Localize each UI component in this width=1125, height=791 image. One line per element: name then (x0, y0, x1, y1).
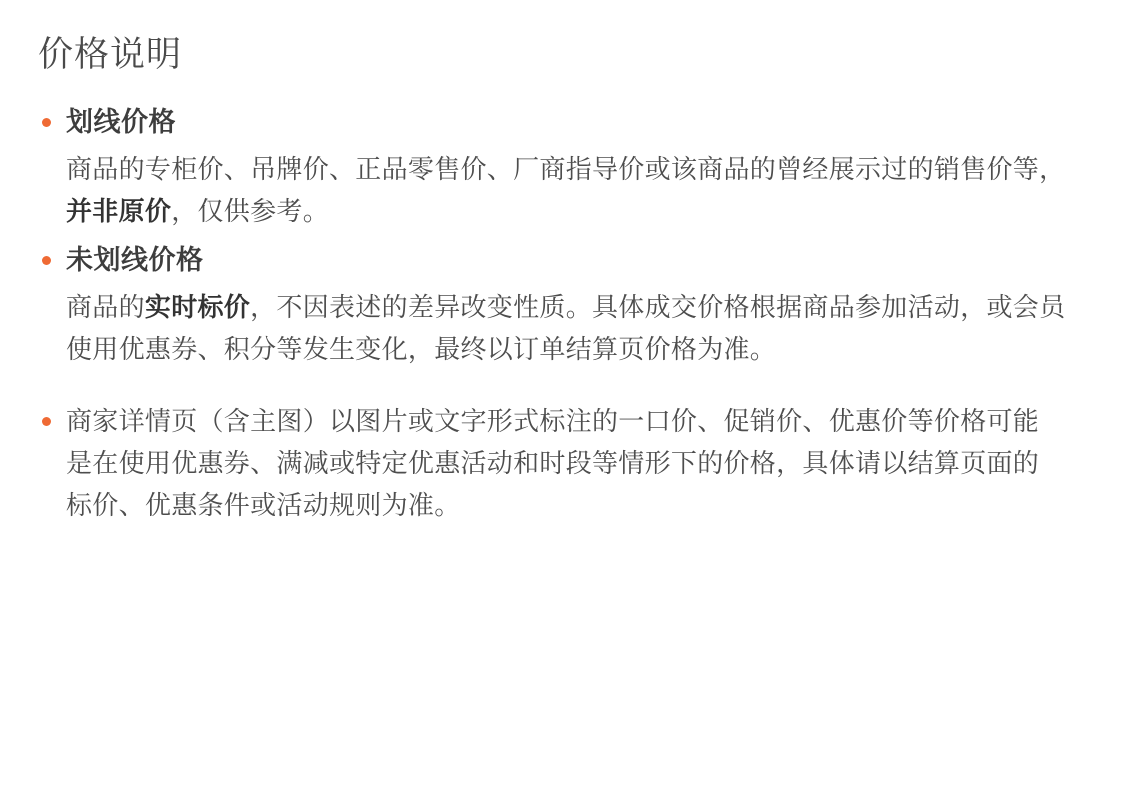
section-body-emphasis: 并非原价 (66, 195, 172, 226)
section-strikethrough-price (36, 104, 1077, 232)
section-heading: 未划线价格 (66, 245, 204, 276)
bullet-icon (42, 417, 51, 426)
section-heading: 划线价格 (66, 107, 176, 137)
section-body-suffix: ，不因表述的差异改变性质。具体成交价格根据商品参加活动，或会员使用优惠券、积分等发生变化，最终以订单结算页价格为准。 (66, 291, 1066, 364)
section-body-prefix: 商品的 (66, 291, 145, 322)
bullet-icon (42, 118, 51, 127)
note-merchant-detail-page (36, 400, 1077, 526)
bullet-icon (42, 256, 51, 265)
section-body-emphasis: 实时标价 (144, 291, 251, 322)
section-non-strikethrough-price (36, 242, 1077, 370)
section-body (66, 286, 1077, 370)
page-title: 价格说明 (38, 35, 183, 74)
section-body-suffix: ，仅供参考。 (171, 195, 330, 226)
note-text: 商家详情页（含主图）以图片或文字形式标注的一口价、促销价、优惠价等价格可能是在使用优惠券、满减或特定优惠活动和时段等情形下的价格，具体请以结算页面的标价、优惠条件或活动规则为准。 (66, 406, 1040, 521)
section-body (66, 148, 1077, 232)
section-body-prefix: 商品的专柜价、吊牌价、正品零售价、厂商指导价或该商品的曾经展示过的销售价等， (66, 153, 1066, 184)
